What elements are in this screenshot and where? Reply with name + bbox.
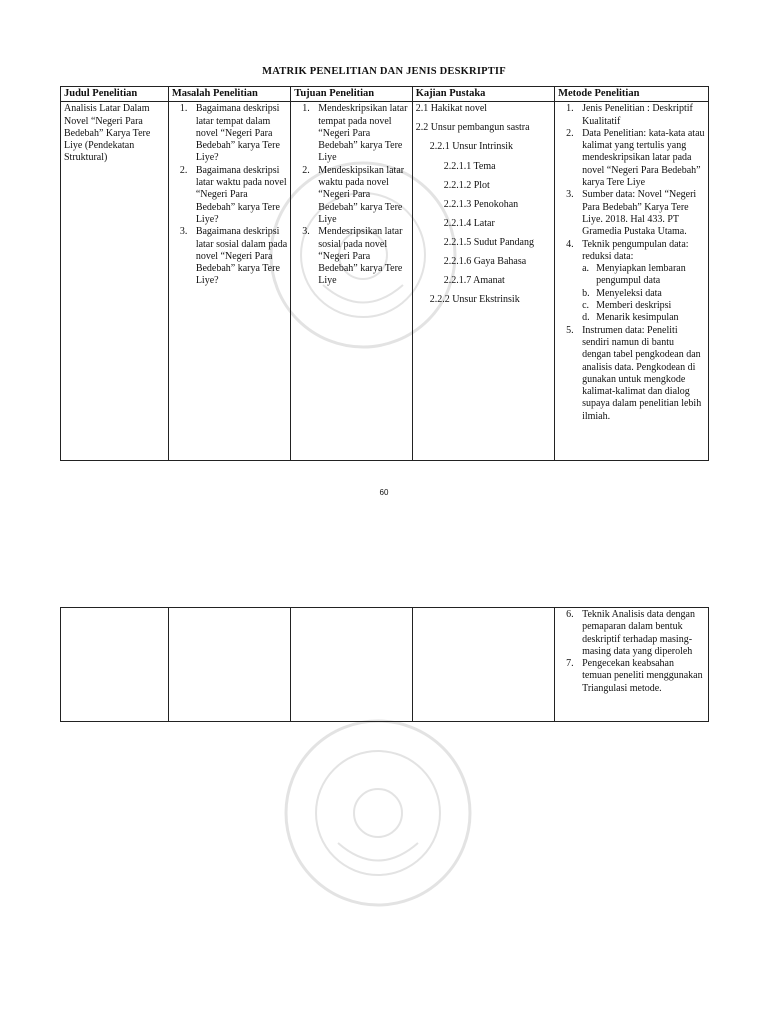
list-item-text: Mendeskripsikan latar tempat pada novel “Negeri Para Bedebah” karya Tere Liye bbox=[318, 103, 408, 164]
metode-list-continued bbox=[558, 609, 705, 695]
kajian-item: 2.2.1.5 Sudut Pandang bbox=[443, 236, 534, 248]
list-number: 5. bbox=[566, 324, 574, 336]
metode-sub-list bbox=[582, 263, 705, 324]
kajian-item: 2.1 Hakikat novel bbox=[415, 103, 488, 115]
list-number: 4. bbox=[566, 238, 574, 250]
list-item-text: Mendeskipsikan latar waktu pada novel “Negeri Para Bedebah” karya Tere Liye bbox=[318, 164, 405, 225]
list-number: 2. bbox=[566, 127, 574, 139]
tujuan-list bbox=[294, 103, 408, 287]
list-item bbox=[582, 263, 705, 288]
list-item-text: Menarik kesimpulan bbox=[596, 312, 679, 324]
kajian-item: 2.2.1.2 Plot bbox=[443, 179, 490, 191]
kajian-item: 2.2 Unsur pembangun sastra bbox=[415, 122, 530, 134]
list-number: 6. bbox=[566, 609, 574, 620]
list-item-text: Menyeleksi data bbox=[596, 287, 662, 299]
list-number: 3. bbox=[566, 189, 574, 201]
list-number: 7. bbox=[566, 658, 574, 670]
list-item-text: Bagaimana deskripsi latar tempat dalam novel “Negeri Para Bedebah” karya Tere Liye? bbox=[195, 103, 280, 164]
list-item-text: Pengecekan keabsahan temuan peneliti menggunakan Triangulasi metode. bbox=[582, 658, 703, 694]
cell-metode bbox=[555, 102, 709, 461]
kajian-item: 2.2.1.3 Penokohan bbox=[443, 198, 519, 210]
kajian-item: 2.2.1.1 Tema bbox=[443, 160, 496, 172]
table-row bbox=[61, 608, 709, 722]
list-number: d. bbox=[582, 312, 590, 324]
header-tujuan: Tujuan Penelitian bbox=[291, 87, 412, 102]
list-number: 2. bbox=[179, 164, 188, 176]
list-item-text: Menyiapkan lembaran pengumpul data bbox=[596, 263, 686, 287]
list-number: c. bbox=[582, 300, 590, 312]
list-item bbox=[582, 312, 705, 324]
list-item bbox=[558, 239, 705, 325]
list-item bbox=[558, 189, 705, 238]
masalah-list bbox=[172, 103, 287, 287]
header-kajian: Kajian Pustaka bbox=[412, 87, 554, 102]
research-matrix-table-continued bbox=[60, 607, 709, 722]
header-masalah: Masalah Penelitian bbox=[168, 87, 290, 102]
list-number: a. bbox=[582, 263, 590, 275]
list-item bbox=[294, 165, 408, 226]
list-number: 1. bbox=[566, 103, 574, 115]
list-item bbox=[558, 325, 705, 423]
list-number: 1. bbox=[179, 103, 188, 115]
cell-kajian bbox=[412, 608, 554, 722]
cell-judul bbox=[61, 608, 169, 722]
kajian-item: 2.2.1.4 Latar bbox=[443, 217, 495, 229]
list-item bbox=[172, 103, 287, 164]
table-header-row bbox=[61, 87, 709, 102]
list-number: 3. bbox=[302, 226, 310, 238]
cell-masalah bbox=[168, 102, 290, 461]
list-item bbox=[558, 103, 705, 128]
list-item-text: Mendesripsikan latar sosial pada novel “Negeri Para Bedebah” karya Tere Liye bbox=[318, 226, 403, 287]
list-item-text: Teknik pengumpulan data: reduksi data: bbox=[582, 238, 689, 262]
page-title: MATRIK PENELITIAN DAN JENIS DESKRIPTIF bbox=[262, 66, 506, 77]
cell-masalah bbox=[168, 608, 290, 722]
list-item bbox=[294, 226, 408, 287]
list-item bbox=[582, 288, 705, 300]
list-item bbox=[558, 609, 705, 658]
cell-tujuan bbox=[291, 102, 412, 461]
list-item-text: Memberi deskripsi bbox=[596, 300, 672, 312]
header-judul: Judul Penelitian bbox=[61, 87, 169, 102]
list-number: 3. bbox=[179, 226, 188, 238]
list-item bbox=[558, 658, 705, 695]
kajian-item: 2.2.1.6 Gaya Bahasa bbox=[443, 256, 527, 268]
judul-text: Analisis Latar Dalam Novel “Negeri Para Bedebah” Karya Tere Liye (Pendekatan Struktural) bbox=[64, 103, 151, 164]
list-item-text: Instrumen data: Peneliti sendiri namun di bantu dengan tabel pengkodean dan analisis data. Pengkodean di gunakan untuk mengkode kalimat-kalimat dan dialog supaya dalam penelitian lebih ilmiah. bbox=[582, 324, 702, 422]
list-number: b. bbox=[582, 287, 590, 299]
kajian-item: 2.2.2 Unsur Ekstrinsik bbox=[429, 294, 520, 306]
list-item-text: Teknik Analisis data dengan pemaparan dalam bentuk deskriptif terhadap masing-masing data yang diperoleh bbox=[582, 609, 695, 657]
header-metode: Metode Penelitian bbox=[555, 87, 709, 102]
list-item-text: Sumber data: Novel “Negeri Para Bedebah” Karya Tere Liye. 2018. Hal 433. PT Gramedia Pustaka Utama. bbox=[582, 189, 697, 238]
list-number: 2. bbox=[302, 164, 310, 176]
kajian-item: 2.2.1.7 Amanat bbox=[443, 275, 505, 287]
cell-kajian bbox=[412, 102, 554, 461]
metode-list bbox=[558, 103, 705, 423]
university-seal-watermark-icon bbox=[268, 718, 488, 908]
list-item bbox=[558, 128, 705, 189]
cell-judul bbox=[61, 102, 169, 461]
list-item bbox=[172, 226, 287, 287]
list-item-text: Jenis Penelitian : Deskriptif Kualitatif bbox=[582, 103, 693, 127]
page-number: 60 bbox=[379, 488, 389, 497]
kajian-item: 2.2.1 Unsur Intrinsik bbox=[429, 141, 514, 153]
list-number: 1. bbox=[302, 103, 310, 115]
list-item-text: Bagaimana deskripsi latar sosial dalam pada novel “Negeri Para Bedebah” karya Tere Liye? bbox=[195, 226, 288, 287]
list-item bbox=[582, 300, 705, 312]
research-matrix-table bbox=[60, 86, 709, 461]
table-row bbox=[61, 102, 709, 461]
cell-tujuan bbox=[291, 608, 412, 722]
list-item bbox=[172, 165, 287, 226]
list-item-text: Bagaimana deskripsi latar waktu pada novel “Negeri Para Bedebah” karya Tere Liye? bbox=[195, 164, 287, 225]
list-item-text: Data Penelitian: kata-kata atau kalimat yang tertulis yang mendeskripsikan latar pada novel “Negeri Para Bedebah” karya Tere Liye bbox=[582, 127, 705, 189]
cell-metode bbox=[555, 608, 709, 722]
list-item bbox=[294, 103, 408, 164]
